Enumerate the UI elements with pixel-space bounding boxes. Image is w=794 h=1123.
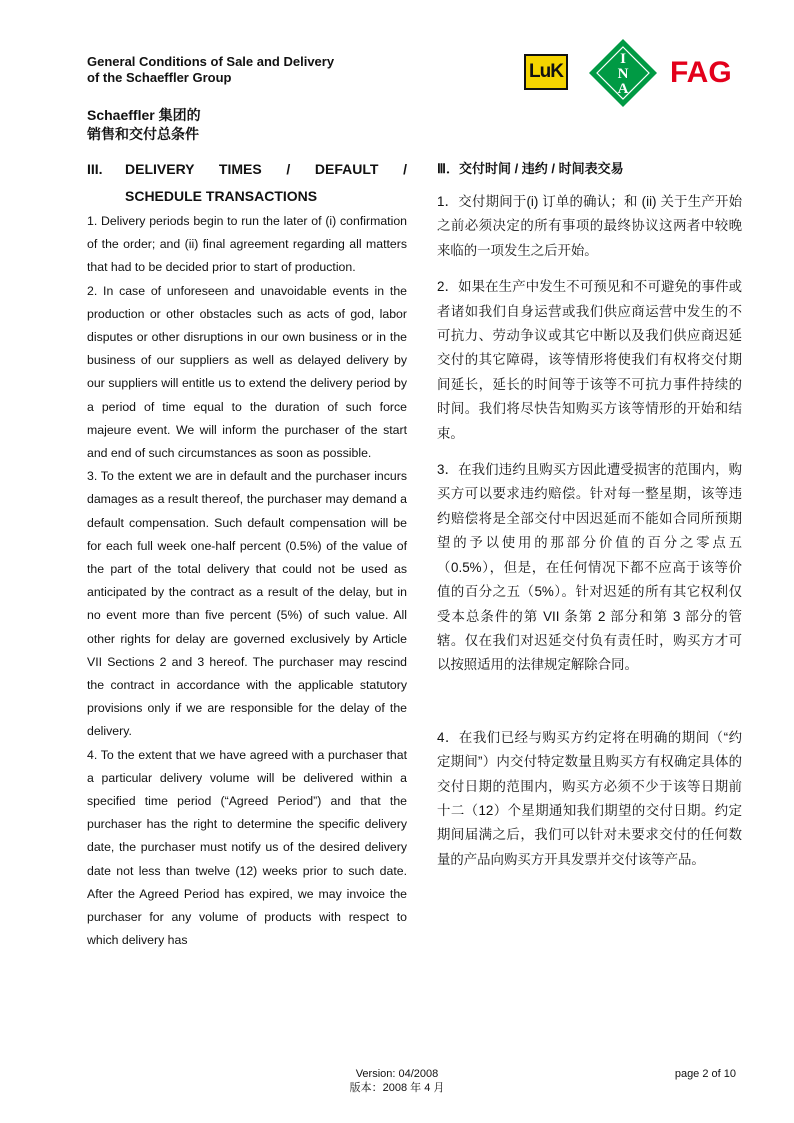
fag-logo: FAG xyxy=(670,56,732,89)
ina-letter-n: N xyxy=(617,66,629,82)
english-section-heading xyxy=(87,156,407,209)
title-cn-line-2: 销售和交付总条件 xyxy=(87,126,199,142)
ina-letter-i: I xyxy=(620,51,626,67)
version-label-chinese: 版本：2008 年 4 月 xyxy=(349,1082,445,1094)
title-cn-line-1: Schaeffler 集团的 xyxy=(87,107,201,123)
section-number: III. xyxy=(87,161,103,177)
english-column xyxy=(87,156,407,953)
chinese-paragraph-3: 3．在我们违约且购买方因此遭受损害的范围内，购买方可以要求违约赔偿。针对每一整星期，该等违约赔偿将是全部交付中因迟延而不能如合同所预期望的予以使用的那部分价值的百分之零点五（0.5%），但是，在任何情况下都不应高于该等价值的百分之五（5%）。针对迟延的所有其它权利仅受本总条件的第 VII 条第 2 部分和第 3 部分的管辖。仅在我们对迟延交付负有责任时，购买方才可以按照适用的法律规定解除合同。 xyxy=(437,462,742,673)
english-paragraph-3: 3. To the extent we are in default and the purchaser incurs damages as a result thereof, the purchaser may demand a default compensation. Such default compensation will be for each full week one-half percent (0.5%) of the value of the part of the total delivery that could not be used as anticipated by the contract as a result of the delay, but in no event more than five percent (5%) of such value. All other rights for delay are governed exclusively by Article VII Sections 2 and 3 hereof. The purchaser may rescind the contract in accordance with the applicable statutory provisions only if we are responsible for the delay of the delivery. xyxy=(87,469,407,739)
document-title-english xyxy=(87,54,334,86)
page-number: page 2 of 10 xyxy=(674,1068,736,1080)
ina-letter-a: A xyxy=(617,81,629,97)
ina-logo xyxy=(588,38,658,108)
title-line-1: General Conditions of Sale and Delivery xyxy=(87,54,335,69)
chinese-paragraph-4: 4．在我们已经与购买方约定将在明确的期间（“约定期间”）内交付特定数量且购买方有权确定具体的交付日期的范围内，购买方必须不少于该等日期前十二（12）个星期通知我们期望的交付日期。约定期间届满之后，我们可以针对未要求交付的任何数量的产品向购买方开具发票并交付该等产品。 xyxy=(437,729,742,867)
section-title-line-2: SCHEDULE TRANSACTIONS xyxy=(125,188,318,204)
chinese-section-heading: Ⅲ．交付时间 / 违约 / 时间表交易 xyxy=(437,161,624,176)
brand-logos xyxy=(522,38,748,108)
english-paragraph-2: 2. In case of unforeseen and unavoidable events in the production or other obstacles such as acts of god, labor disputes or other disruptions in our own business or in the business of our suppliers as well as delayed delivery by our suppliers will entitle us to extend the delivery period by a period of time equal to the duration of such force majeure event. We will inform the purchaser of the start and end of such circumstances as soon as possible. xyxy=(87,283,407,461)
document-title-chinese xyxy=(87,106,201,144)
chinese-paragraph-1: 1．交付期间于(i) 订单的确认；和 (ii) 关于生产开始之前必须决定的所有事项的最终协议这两者中较晚来临的一项发生之后开始。 xyxy=(437,194,742,258)
title-line-2: of the Schaeffler Group xyxy=(87,70,232,85)
section-title-line-1: DELIVERY TIMES / DEFAULT / xyxy=(125,161,407,177)
english-paragraph-4: 4. To the extent that we have agreed with a purchaser that a particular delivery volume will be delivered within a specified time period (“Agreed Period”) and that the purchaser has the right to determine the specific delivery date, the purchaser must notify us of the desired delivery date not less than twelve (12) weeks prior to such date. After the Agreed Period has expired, we may invoice the purchaser for any volume of products with respect to which delivery has xyxy=(87,747,407,948)
footer-version xyxy=(300,1067,494,1095)
luk-logo: LuK xyxy=(524,54,568,90)
chinese-paragraph-2: 2．如果在生产中发生不可预见和不可避免的事件或者诸如我们自身运营或我们供应商运营中发生的不可抗力、劳动争议或其它中断以及我们供应商迟延交付的其它障碍，该等情形将使我们有权将交付期间延长，延长的时间等于该等不可抗力事件持续的时间。我们将尽快告知购买方该等情形的开始和结束。 xyxy=(437,279,742,441)
english-paragraph-1: 1. Delivery periods begin to run the later of (i) confirmation of the order; and (ii) final agreement regarding all matters that had to be decided prior to start of production. xyxy=(87,214,407,275)
chinese-column xyxy=(437,156,742,884)
version-label: Version: 04/2008 xyxy=(355,1068,439,1080)
